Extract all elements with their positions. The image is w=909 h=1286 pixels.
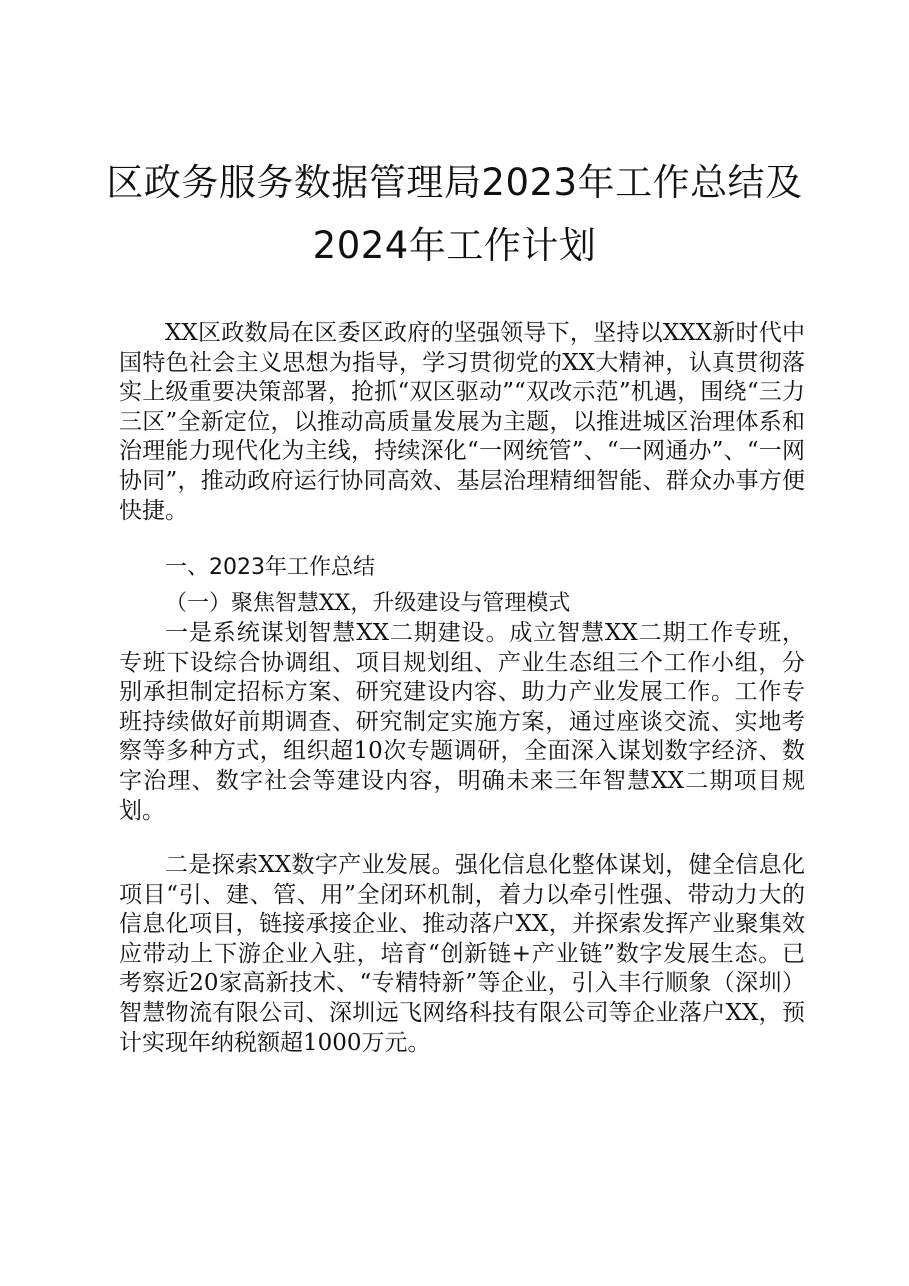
subsection-heading: （一）聚焦智慧XX，升级建设与管理模式: [165, 591, 571, 616]
paragraph-two: 二是探索XX数字产业发展。强化信息化整体谋划，健全信息化项目“引、建、管、用”全闭环机制，着力以牵引性强、带动力大的信息化项目，链接承接企业、推动落户XX，并探索发挥产业聚集效应带动上下游企业入驻，培育“创新链+产业链”数字发展生态。已考察近20家高新技术、“专精特新”等企业，引入丰行顺象（深圳）智慧物流有限公司、深圳远飞网络科技有限公司等企业落户XX，预计实现年纳税额超1000万元。: [119, 852, 805, 1056]
intro-paragraph: XX区政数局在区委区政府的坚强领导下，坚持以XXX新时代中国特色社会主义思想为指导，学习贯彻党的XX大精神，认真贯彻落实上级重要决策部署，抢抓“双区驱动”“双改示范”机遇，围绕“三力三区”全新定位，以推动高质量发展为主题，以推进城区治理体系和治理能力现代化为主线，持续深化“一网统管”、“一网通办”、“一网协同”，推动政府运行协同高效、基层治理精细智能、群众办事方便快捷。: [119, 320, 805, 524]
document-title-line-1: 区政务服务数据管理局2023年工作总结及: [106, 161, 803, 204]
document-title-line-2: 2024年工作计划: [312, 224, 597, 267]
paragraph-one: 一是系统谋划智慧XX二期建设。成立智慧XX二期工作专班，专班下设综合协调组、项目规划组、产业生态组三个工作小组，分别承担制定招标方案、研究建设内容、助力产业发展工作。工作专班持续做好前期调查、研究制定实施方案，通过座谈交流、实地考察等多种方式，组织超10次专题调研，全面深入谋划数字经济、数字治理、数字社会等建设内容，明确未来三年智慧XX二期项目规划。: [119, 620, 805, 824]
section-heading: 一、2023年工作总结: [165, 555, 375, 580]
